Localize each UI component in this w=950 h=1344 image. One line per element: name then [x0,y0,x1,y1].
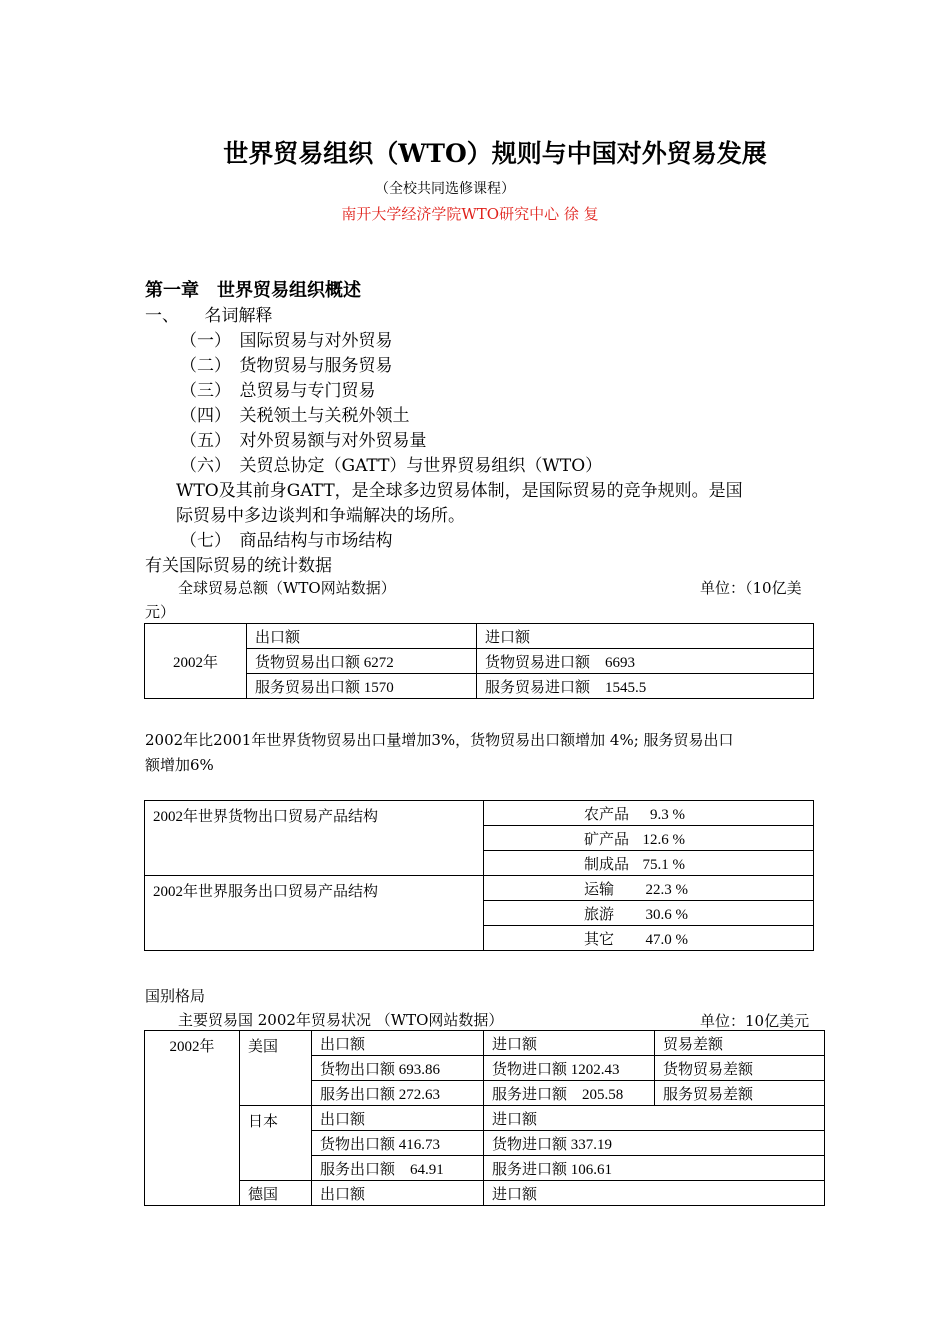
structure-value: 22.3 % [645,881,688,898]
import-header: 进口额 [484,1031,655,1056]
table-caption: 全球贸易总额（WTO网站数据） [178,579,396,597]
import-header: 进口额 [477,624,814,649]
structure-name: 运输 [584,881,615,898]
year-cell: 2002年 [145,624,247,699]
jp-goods-import: 货物进口额 337.19 [484,1131,825,1156]
country-japan: 日本 [240,1106,312,1181]
services-import: 服务贸易进口额 1545.5 [477,674,814,699]
us-goods-balance: 货物贸易差额 [655,1056,825,1081]
structure-row [484,826,814,851]
unit-label: 单位：10亿美元 [700,1012,810,1030]
term-item: （三） 总贸易与专门贸易 [180,381,376,401]
structure-row [484,901,814,926]
structure-value: 9.3 % [650,806,686,823]
structure-name: 旅游 [584,906,615,923]
goods-export: 货物贸易出口额 6272 [247,649,477,674]
table-caption: 主要贸易国 2002年贸易状况 （WTO网站数据） [178,1011,504,1029]
us-goods-export: 货物出口额 693.86 [312,1056,484,1081]
term-item: （六） 关贸总协定（GATT）与世界贸易组织（WTO） [180,456,603,476]
structure-table [144,800,814,951]
import-header: 进口额 [484,1181,825,1206]
structure-name: 其它 [584,931,615,948]
jp-services-export: 服务出口额 64.91 [312,1156,484,1181]
global-trade-table [144,623,814,699]
services-structure-label: 2002年世界服务出口贸易产品结构 [145,876,484,951]
structure-name: 矿产品 [584,831,630,848]
export-header: 出口额 [312,1106,484,1131]
term-item: （一） 国际贸易与对外贸易 [180,331,393,351]
structure-name: 农产品 [584,806,630,823]
balance-header: 贸易差额 [655,1031,825,1056]
import-header: 进口额 [484,1106,825,1131]
term-item: （七） 商品结构与市场结构 [180,531,393,551]
structure-value: 47.0 % [645,931,688,948]
us-services-import: 服务进口额 205.58 [484,1081,655,1106]
country-heading: 国别格局 [145,987,206,1005]
goods-import: 货物贸易进口额 6693 [477,649,814,674]
structure-row [484,851,814,876]
us-services-export: 服务出口额 272.63 [312,1081,484,1106]
jp-services-import: 服务进口额 106.61 [484,1156,825,1181]
term-item: （二） 货物贸易与服务贸易 [180,356,393,376]
structure-row [484,926,814,951]
country-us: 美国 [240,1031,312,1106]
export-header: 出口额 [247,624,477,649]
paragraph-line: WTO及其前身GATT，是全球多边贸易体制，是国际贸易的竞争规则。是国 [176,481,743,501]
term-item: （四） 关税领土与关税外领土 [180,406,410,426]
term-item: （五） 对外贸易额与对外贸易量 [180,431,427,451]
growth-note-line: 额增加6% [145,756,214,774]
document-author: 南开大学经济学院WTO研究中心 徐 复 [341,205,599,223]
structure-value: 12.6 % [642,831,686,848]
us-goods-import: 货物进口额 1202.43 [484,1056,655,1081]
structure-value: 75.1 % [642,856,686,873]
year-cell: 2002年 [145,1031,240,1206]
structure-row [484,876,814,901]
structure-value: 30.6 % [645,906,688,923]
document-title: 世界贸易组织（WTO）规则与中国对外贸易发展 [223,139,767,168]
export-header: 出口额 [312,1031,484,1056]
structure-name: 制成品 [584,856,630,873]
jp-goods-export: 货物出口额 416.73 [312,1131,484,1156]
stats-heading: 有关国际贸易的统计数据 [145,556,332,576]
structure-row [484,801,814,826]
export-header: 出口额 [312,1181,484,1206]
country-table [144,1030,825,1206]
services-export: 服务贸易出口额 1570 [247,674,477,699]
chapter-heading: 第一章 世界贸易组织概述 [145,280,361,301]
growth-note-line: 2002年比2001年世界货物贸易出口量增加3%，货物贸易出口额增加 4%; 服务贸易出口 [145,731,734,749]
section-heading: 一、 名词解释 [145,306,273,326]
goods-structure-label: 2002年世界货物出口贸易产品结构 [145,801,484,876]
country-germany: 德国 [240,1181,312,1206]
unit-label-cont: 元） [145,603,176,621]
unit-label: 单位：（10亿美 [700,579,802,597]
document-subtitle: （全校共同选修课程） [375,181,515,197]
paragraph-line: 际贸易中多边谈判和争端解决的场所。 [176,506,465,526]
us-services-balance: 服务贸易差额 [655,1081,825,1106]
